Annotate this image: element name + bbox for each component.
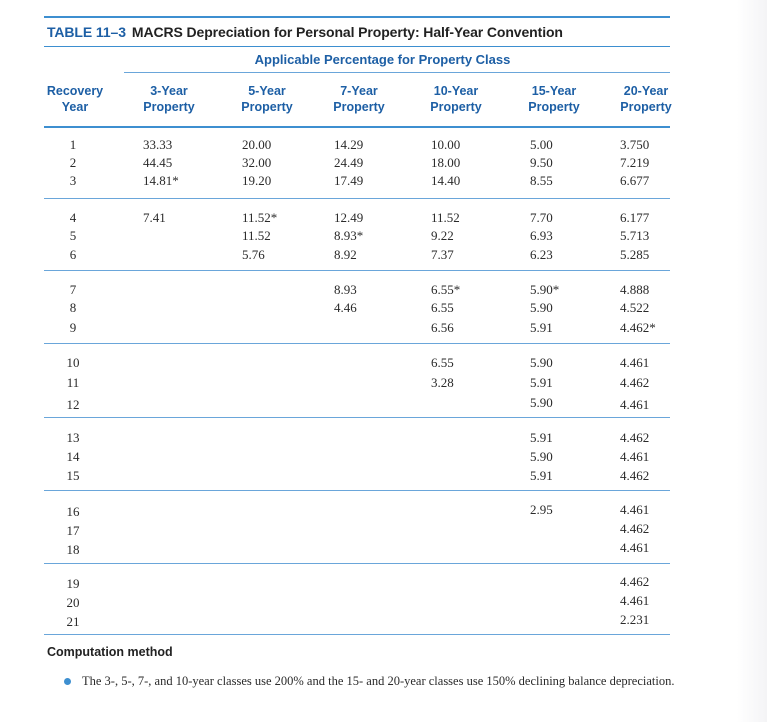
table-label: TABLE 11–3 <box>47 24 126 40</box>
column-header-10-year <box>411 83 501 115</box>
cell-7-year: 17.49 <box>334 173 364 188</box>
cell-15-year: 6.93 <box>530 228 553 243</box>
cell-15-year: 8.55 <box>530 173 553 188</box>
cell-5-year: 11.52* <box>242 210 278 225</box>
cell-10-year: 7.37 <box>431 247 454 262</box>
cell-10-year: 6.55 <box>431 300 454 315</box>
cell-15-year: 5.90 <box>530 355 553 370</box>
column-header-line2: Year <box>61 100 89 114</box>
cell-5-year: 32.00 <box>242 155 272 170</box>
cell-year: 11 <box>66 375 80 390</box>
cell-20-year: 4.461 <box>620 502 650 517</box>
cell-20-year: 5.285 <box>620 247 650 262</box>
cell-15-year: 5.91 <box>530 320 553 335</box>
cell-15-year: 5.90 <box>530 300 553 315</box>
group-rule <box>44 490 670 491</box>
cell-10-year: 11.52 <box>431 210 460 225</box>
cell-3-year: 33.33 <box>143 137 173 152</box>
cell-20-year: 5.713 <box>620 228 650 243</box>
cell-7-year: 14.29 <box>334 137 364 152</box>
cell-20-year: 4.462 <box>620 574 650 589</box>
cell-15-year: 5.90 <box>530 395 553 410</box>
cell-15-year: 6.23 <box>530 247 553 262</box>
cell-20-year: 3.750 <box>620 137 650 152</box>
cell-15-year: 5.91 <box>530 430 553 445</box>
group-rule <box>44 563 670 564</box>
cell-3-year: 14.81* <box>143 173 179 188</box>
top-rule <box>44 16 670 18</box>
table-title <box>47 24 563 40</box>
cell-15-year: 5.91 <box>530 468 553 483</box>
cell-year: 2 <box>69 155 77 170</box>
cell-year: 14 <box>66 449 80 464</box>
cell-15-year: 9.50 <box>530 155 553 170</box>
cell-7-year: 8.93* <box>334 228 364 243</box>
cell-20-year: 4.461 <box>620 540 650 555</box>
cell-7-year: 8.92 <box>334 247 357 262</box>
cell-20-year: 4.461 <box>620 593 650 608</box>
cell-3-year: 44.45 <box>143 155 173 170</box>
column-header-20-year <box>601 83 691 115</box>
column-header-line2: Property <box>241 100 293 114</box>
cell-15-year: 7.70 <box>530 210 553 225</box>
cell-year: 7 <box>69 282 77 297</box>
column-header-line1: 10-Year <box>433 84 479 98</box>
cell-15-year: 5.90 <box>530 449 553 464</box>
column-header-line2: Property <box>620 100 672 114</box>
column-header-line1: 15-Year <box>531 84 577 98</box>
cell-20-year: 4.461 <box>620 355 650 370</box>
cell-7-year: 24.49 <box>334 155 364 170</box>
column-header-7-year <box>314 83 404 115</box>
cell-5-year: 20.00 <box>242 137 272 152</box>
cell-20-year: 4.462* <box>620 320 656 335</box>
page-edge-shadow <box>737 0 767 722</box>
cell-year: 3 <box>69 173 77 188</box>
cell-20-year: 6.177 <box>620 210 650 225</box>
cell-7-year: 12.49 <box>334 210 364 225</box>
cell-10-year: 6.55 <box>431 355 454 370</box>
cell-20-year: 4.461 <box>620 449 650 464</box>
cell-year: 16 <box>66 504 80 519</box>
column-header-line2: Property <box>430 100 482 114</box>
column-header-line2: Property <box>333 100 385 114</box>
column-header-line1: Recovery <box>46 84 104 98</box>
cell-5-year: 11.52 <box>242 228 271 243</box>
cell-7-year: 4.46 <box>334 300 357 315</box>
group-rule <box>44 343 670 344</box>
cell-7-year: 8.93 <box>334 282 357 297</box>
cell-year: 4 <box>69 210 77 225</box>
cell-year: 12 <box>66 397 80 412</box>
cell-20-year: 6.677 <box>620 173 650 188</box>
column-header-line1: 7-Year <box>340 84 378 98</box>
computation-heading: Computation method <box>47 645 173 659</box>
group-rule <box>44 417 670 418</box>
cell-20-year: 4.461 <box>620 397 650 412</box>
cell-year: 18 <box>66 542 80 557</box>
header-rule <box>44 126 670 128</box>
table-title-text: MACRS Depreciation for Personal Property: Half-Year Convention <box>131 24 563 40</box>
cell-20-year: 4.462 <box>620 430 650 445</box>
cell-10-year: 3.28 <box>431 375 454 390</box>
column-header-line1: 20-Year <box>623 84 669 98</box>
cell-20-year: 4.462 <box>620 521 650 536</box>
cell-year: 1 <box>69 137 77 152</box>
cell-20-year: 4.888 <box>620 282 650 297</box>
cell-20-year: 7.219 <box>620 155 650 170</box>
cell-year: 21 <box>66 614 80 629</box>
column-header-3-year <box>124 83 214 115</box>
cell-10-year: 6.56 <box>431 320 454 335</box>
column-header-line1: 5-Year <box>248 84 286 98</box>
column-header-5-year <box>222 83 312 115</box>
cell-5-year: 5.76 <box>242 247 265 262</box>
cell-15-year: 5.90* <box>530 282 560 297</box>
cell-15-year: 2.95 <box>530 502 553 517</box>
group-rule <box>44 198 670 199</box>
cell-year: 5 <box>69 228 77 243</box>
cell-10-year: 14.40 <box>431 173 461 188</box>
cell-15-year: 5.00 <box>530 137 553 152</box>
bottom-rule <box>44 634 670 635</box>
cell-year: 17 <box>66 523 80 538</box>
cell-year: 13 <box>66 430 80 445</box>
cell-10-year: 9.22 <box>431 228 454 243</box>
cell-year: 19 <box>66 576 80 591</box>
cell-10-year: 18.00 <box>431 155 461 170</box>
cell-year: 9 <box>69 320 77 335</box>
cell-year: 20 <box>66 595 80 610</box>
cell-year: 8 <box>69 300 77 315</box>
cell-20-year: 4.522 <box>620 300 650 315</box>
section-rule <box>124 72 670 73</box>
column-header-line1: 3-Year <box>150 84 188 98</box>
cell-3-year: 7.41 <box>143 210 166 225</box>
section-heading: Applicable Percentage for Property Class <box>254 52 511 67</box>
cell-10-year: 6.55* <box>431 282 461 297</box>
cell-year: 10 <box>66 355 80 370</box>
cell-20-year: 4.462 <box>620 375 650 390</box>
column-header-15-year <box>509 83 599 115</box>
cell-year: 6 <box>69 247 77 262</box>
cell-20-year: 2.231 <box>620 612 650 627</box>
column-header-line2: Property <box>143 100 195 114</box>
cell-10-year: 10.00 <box>431 137 461 152</box>
cell-5-year: 19.20 <box>242 173 272 188</box>
column-header-recovery-year <box>30 83 120 115</box>
computation-note: The 3-, 5-, 7-, and 10-year classes use 200% and the 15- and 20-year classes use 150% declining balance depreciation. <box>82 674 675 688</box>
group-rule <box>44 270 670 271</box>
cell-20-year: 4.462 <box>620 468 650 483</box>
title-rule <box>44 46 670 47</box>
cell-15-year: 5.91 <box>530 375 553 390</box>
bullet-icon <box>64 678 71 685</box>
column-header-line2: Property <box>528 100 580 114</box>
cell-year: 15 <box>66 468 80 483</box>
